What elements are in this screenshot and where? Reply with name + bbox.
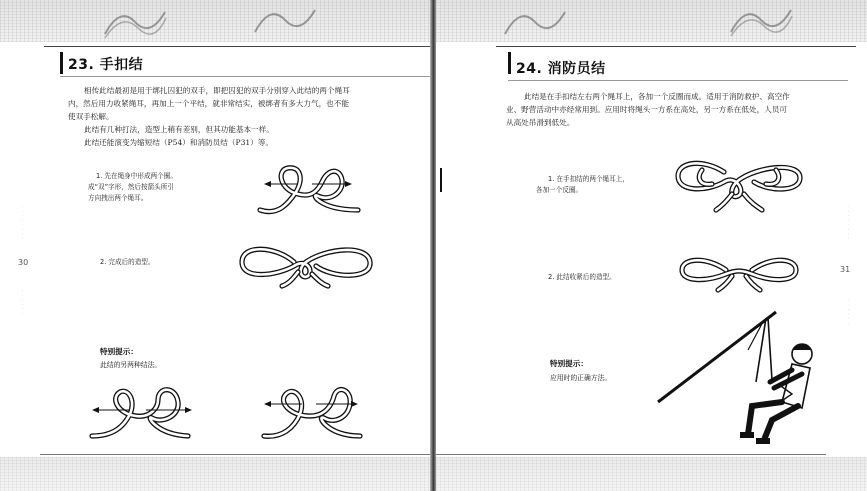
body-line-2: 内，然后用力收紧绳耳，再加上一个平结，就非常结实，被绑者有多大力气，也不能 — [68, 99, 349, 108]
scan-mark — [440, 168, 442, 192]
decorative-rope-motif — [726, 2, 796, 40]
heading-top-rule — [496, 46, 856, 47]
knot-variant-2-illustration — [254, 380, 370, 442]
footer-rule — [40, 454, 430, 455]
step2-caption: 2. 完成后的造型。 — [100, 258, 155, 266]
left-page — [0, 0, 430, 491]
page-number: 30 — [18, 258, 29, 267]
step2-caption: 2. 此结收紧后的造型。 — [548, 273, 616, 281]
heading-marker — [60, 52, 63, 74]
body-line-1: 相传此结最初是用于绑扎囚犯的双手，即把囚犯的双手分别穿入此结的两个绳耳 — [84, 86, 350, 95]
knot-step1-illustration — [248, 160, 368, 220]
margin-noise: · · · · · · · · — [846, 206, 851, 241]
body-line-3: 使双手松解。 — [68, 112, 114, 121]
body-line-1: 此结是在手扣结左右两个绳耳上，各加一个反圈而成。适用于消防救护、高空作 — [524, 92, 790, 101]
scan-noise-bottom — [0, 457, 430, 491]
knot-variant-1-illustration — [84, 380, 200, 442]
heading-bottom-rule — [60, 76, 430, 77]
heading-top-rule — [44, 46, 430, 47]
tip-title: 特别提示： — [100, 347, 138, 356]
margin-noise: · · · · · · — [20, 290, 25, 315]
margin-noise: · · · · · · — [846, 300, 851, 325]
scan-noise-bottom — [436, 457, 867, 491]
body-line-3: 从高处吊滑到低处。 — [506, 118, 575, 127]
heading-marker — [508, 52, 511, 74]
rescue-usage-illustration — [652, 310, 832, 450]
decorative-rope-motif — [500, 2, 570, 40]
section-heading: 24. 消防员结 — [516, 61, 606, 77]
firefighter-knot-step1-illustration — [672, 150, 806, 214]
decorative-rope-motif — [100, 2, 170, 40]
step1-caption-line-2: 各加一个反圈。 — [536, 186, 583, 194]
heading-bottom-rule — [508, 80, 848, 81]
tip-title: 特别提示： — [550, 359, 588, 368]
step1-caption-line-1: 1. 在手扣结的两个绳耳上， — [548, 175, 629, 183]
body-line-4: 此结有几种打法，造型上稍有差别，但其功能基本一样。 — [84, 125, 274, 134]
margin-noise: · · · · · · · · — [20, 206, 25, 241]
section-heading: 23. 手扣结 — [68, 57, 144, 73]
tip-text: 应用时的正确方法。 — [550, 374, 612, 382]
step1-caption-line-3: 方向拽出两个绳耳。 — [88, 194, 148, 202]
knot-step2-illustration — [236, 240, 376, 290]
body-line-2: 业、野营活动中亦经常用到。应用时将绳头一方系在高处，另一方系在低处，人员可 — [506, 105, 787, 114]
decorative-rope-motif — [250, 2, 320, 40]
body-line-5: 此结还能演变为缩短结（P54）和消防员结（P31）等。 — [84, 138, 274, 147]
scan-noise-top — [0, 0, 430, 42]
tip-text: 此结的另两种结法。 — [100, 361, 162, 369]
step1-caption-line-1: 1. 先在绳身中形成两个圈。 — [96, 172, 177, 180]
step1-caption-line-2: 成“双”字形，然后按箭头所引 — [88, 183, 174, 191]
firefighter-knot-step2-illustration — [676, 250, 802, 294]
right-page — [436, 0, 867, 491]
page-number: 31 — [840, 265, 851, 274]
footer-rule — [436, 454, 826, 455]
